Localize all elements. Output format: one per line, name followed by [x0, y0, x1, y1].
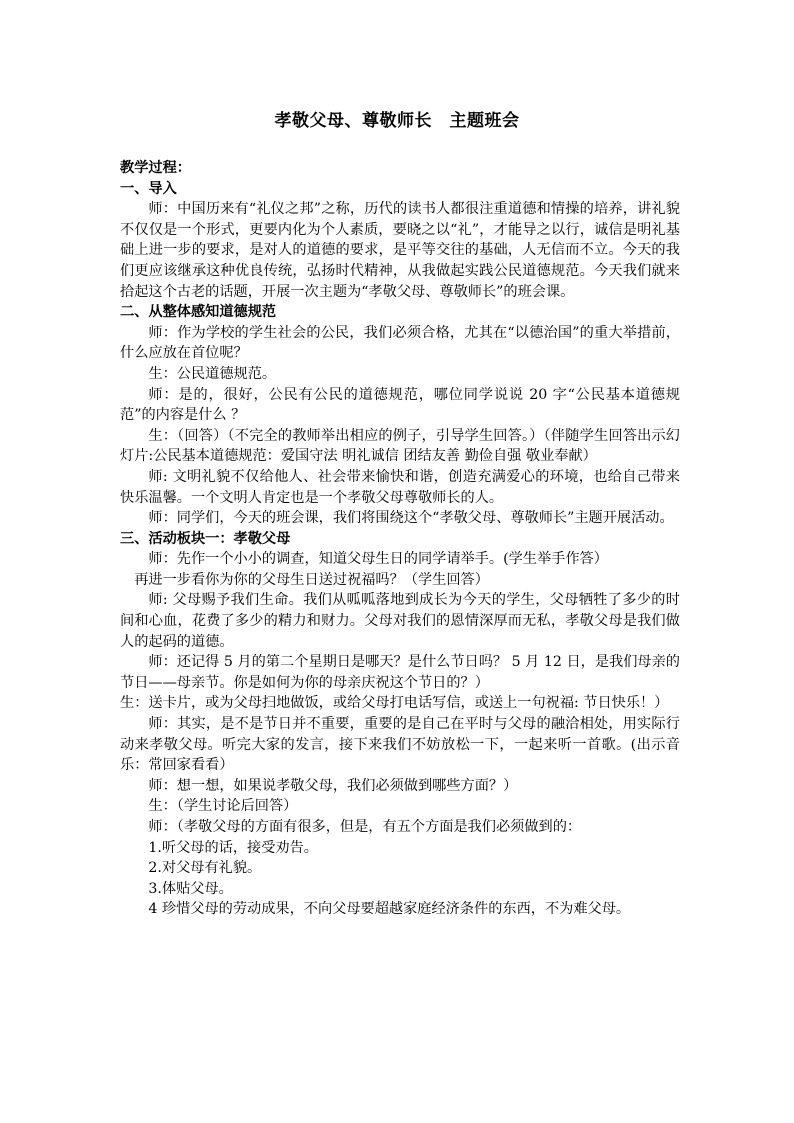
paragraph: 师: 文明礼貌不仅给他人、社会带来愉快和谐，创造充满爱心的环境，也给自己带来快乐温馨。一个文明人肯定也是一个孝敬父母尊敬师长的人。 [120, 468, 680, 506]
heading-activity-one: 三、活动板块一：孝敬父母 [120, 530, 291, 547]
paragraph: 师：是的，很好，公民有公民的道德规范，哪位同学说说 20 字“公民基本道德规范”的内容是什么 ？ [120, 386, 680, 424]
list-item: 4 珍惜父母的劳动成果，不向父母要超越家庭经济条件的东西，不为难父母。 [148, 901, 631, 918]
paragraph: 师：想一想，如果说孝敬父母，我们必须做到哪些方面？） [148, 777, 518, 794]
paragraph: 生：（学生讨论后回答） [148, 798, 298, 815]
list-item: 1.听父母的话，接受劝告。 [148, 839, 318, 856]
paragraph: 再进一步看你为你的父母生日送过祝福吗？（学生回答） [134, 571, 489, 588]
paragraph: 师：同学们，今天的班会课，我们将围绕这个“孝敬父母、尊敬师长”主题开展活动。 [148, 510, 674, 527]
heading-moral-norms: 二、从整体感知道德规范 [120, 304, 277, 321]
paragraph: 师：（孝敬父母的方面有很多，但是，有五个方面是我们必须做到的： [148, 819, 582, 835]
paragraph: 师：还记得 5 月的第二个星期日是哪天？是什么节日吗？ 5 月 12 日，是我们母亲的节日——母亲节。你是如何为你的母亲庆祝这个节日的？） [120, 654, 680, 691]
list-item: 2.对父母有礼貌。 [148, 860, 262, 877]
paragraph: 师：作为学校的学生社会的公民，我们必须合格，尤其在“以德治国”的重大举措前，什么应放在首位呢？ [120, 324, 680, 362]
paragraph: 生：（回答）（不完全的教师举出相应的例子，引导学生回答。）（伴随学生回答出示幻灯片:公民基本道德规范：爱国守法 明礼诚信 团结友善 勤俭自强 敬业奉献） [120, 427, 680, 465]
document-body [120, 158, 680, 920]
list-item: 3.体贴父母。 [148, 880, 233, 897]
paragraph: 师：中国历来有“礼仪之邦”之称，历代的读书人都很注重道德和情操的培养，讲礼貌不仅仅是一个形式，更要内化为个人素质，要晓之以“礼”，才能导之以行，诚信是明礼基础上进一步的要求，是对人的道德的要求，是平等交往的基础，人无信而不立。今天的我们更应该继承这种优良传统，弘扬时代精神，从我做起实践公民道德规范。今天我们就来拾起这个古老的话题，开展一次主题为“孝敬父母、尊敬师长”的班会课。 [120, 201, 680, 300]
paragraph: 师：先作一个小小的调查，知道父母生日的同学请举手。(学生举手作答） [148, 551, 608, 568]
section-label: 教学过程： [120, 160, 191, 176]
page-title: 孝敬父母、尊敬师长 主题班会 [274, 111, 520, 131]
heading-intro: 一、导入 [120, 180, 177, 197]
paragraph: 师: 父母赐予我们生命。我们从呱呱落地到成长为今天的学生，父母牺牲了多少的时间和心血，花费了多少的精力和财力。父母对我们的恩情深厚而无私，孝敬父母是我们做人的起码的道德。 [120, 592, 680, 650]
paragraph: 生：送卡片，或为父母扫地做饭，或给父母打电话写信，或送上一句祝福: 节日快乐！） [120, 695, 669, 712]
paragraph: 生：公民道德规范。 [148, 365, 277, 382]
paragraph: 师：其实，是不是节日并不重要，重要的是自己在平时与父母的融洽相处，用实际行动来孝敬父母。听完大家的发言，接下来我们不妨放松一下，一起来听一首歌。(出示音乐：常回家看看） [120, 716, 680, 774]
